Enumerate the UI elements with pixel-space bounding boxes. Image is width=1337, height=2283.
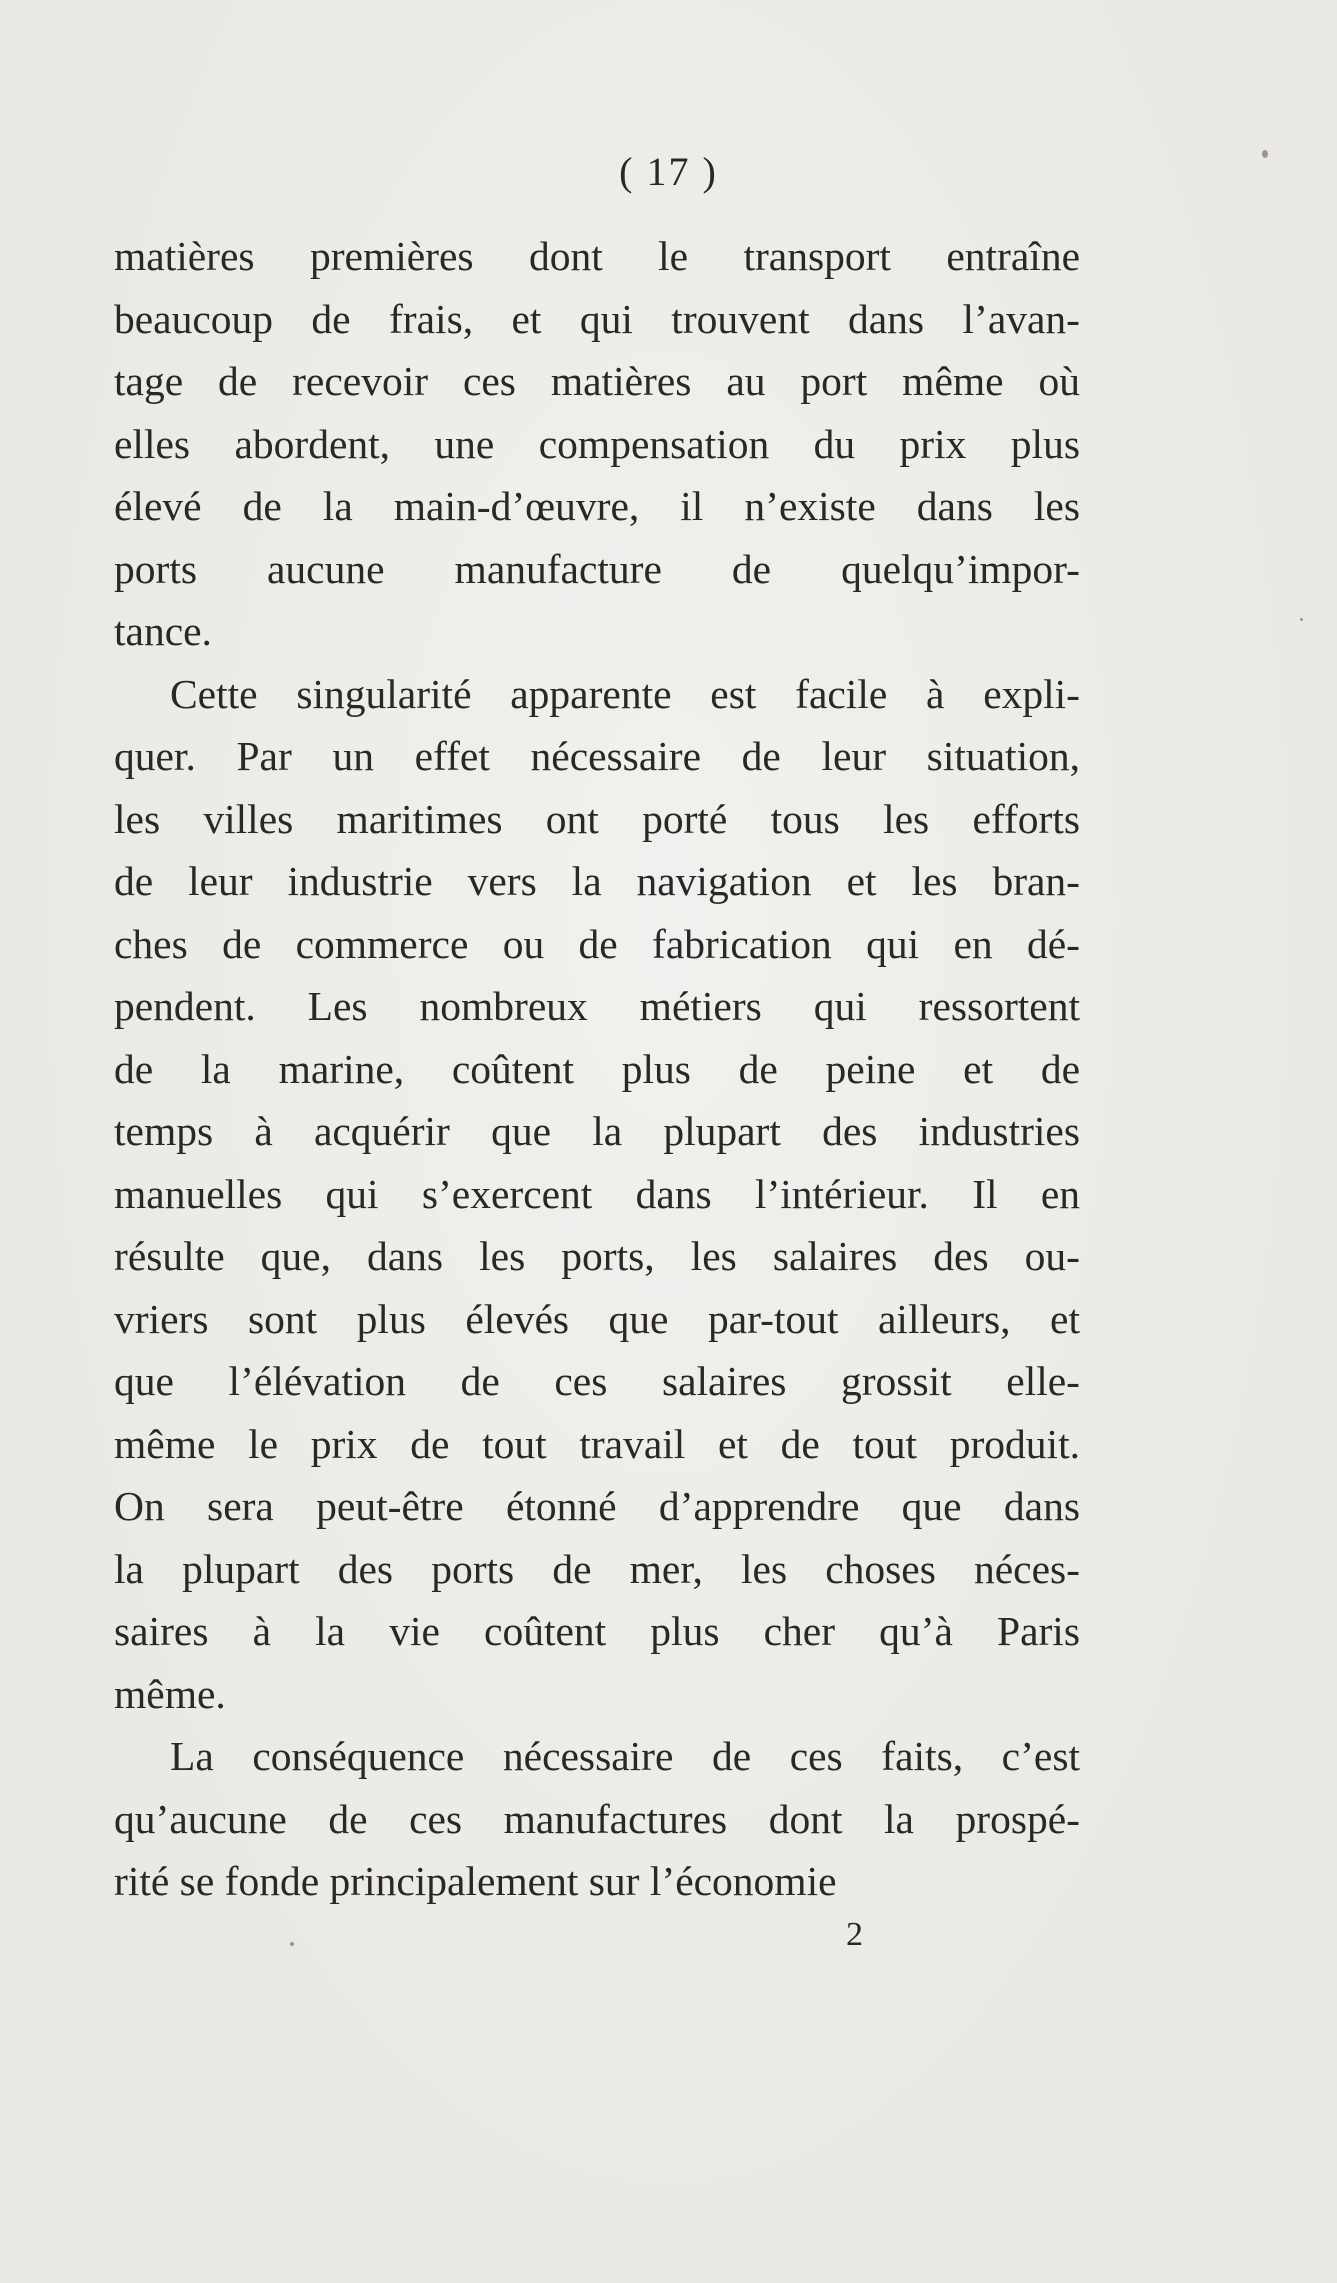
text-line: élevé de la main-d’œuvre, il n’existe dans les [114,483,1080,529]
text-line: saires à la vie coûtent plus cher qu’à Paris [114,1608,1080,1654]
text-line: même le prix de tout travail et de tout produit. [114,1420,1080,1467]
text-line: quer. Par un effet nécessaire de leur situation, [114,733,1080,779]
paper-speck [290,1942,294,1946]
text-line: ports aucune manufacture de quelqu’impor- [114,545,1080,592]
page-number: ( 17 ) [619,149,718,194]
text-line: vriers sont plus élevés que par-tout ailleurs, et [114,1295,1080,1342]
text-line: ches de commerce ou de fabrication qui en dé- [114,920,1080,967]
text-line: qu’aucune de ces manufactures dont la prospé- [114,1795,1080,1842]
text-line: matières premières dont le transport entraîne [114,233,1080,279]
text-line: les villes maritimes ont porté tous les efforts [114,795,1080,842]
text-line: pendent. Les nombreux métiers qui ressortent [114,983,1080,1029]
text-line: que l’élévation de ces salaires grossit elle- [114,1358,1080,1404]
text-line: même. [114,1670,226,1717]
text-line: On sera peut-être étonné d’apprendre que dans [114,1483,1080,1529]
signature-mark: 2 [846,1916,863,1953]
body-text [114,225,1080,1913]
text-line: temps à acquérir que la plupart des industries [114,1108,1080,1154]
text-line: résulte que, dans les ports, les salaires des ou- [114,1233,1080,1279]
paper-speck [1262,150,1268,158]
paper-speck [1300,618,1303,621]
text-line: rité se fonde principalement sur l’économie [114,1858,837,1904]
text-line: Cette singularité apparente est facile à expli- [170,670,1080,717]
text-line: manuelles qui s’exercent dans l’intérieur. Il en [114,1170,1080,1217]
text-line: beaucoup de frais, et qui trouvent dans l’avan- [114,295,1080,342]
text-line: la plupart des ports de mer, les choses néces- [114,1545,1080,1592]
text-line: elles abordent, une compensation du prix plus [114,420,1080,467]
text-line: tage de recevoir ces matières au port même où [114,358,1080,404]
text-line: tance. [114,608,212,654]
text-line: de leur industrie vers la navigation et les bran- [114,858,1080,904]
text-line: de la marine, coûtent plus de peine et de [114,1045,1080,1092]
text-line: La conséquence nécessaire de ces faits, c’est [170,1733,1080,1779]
